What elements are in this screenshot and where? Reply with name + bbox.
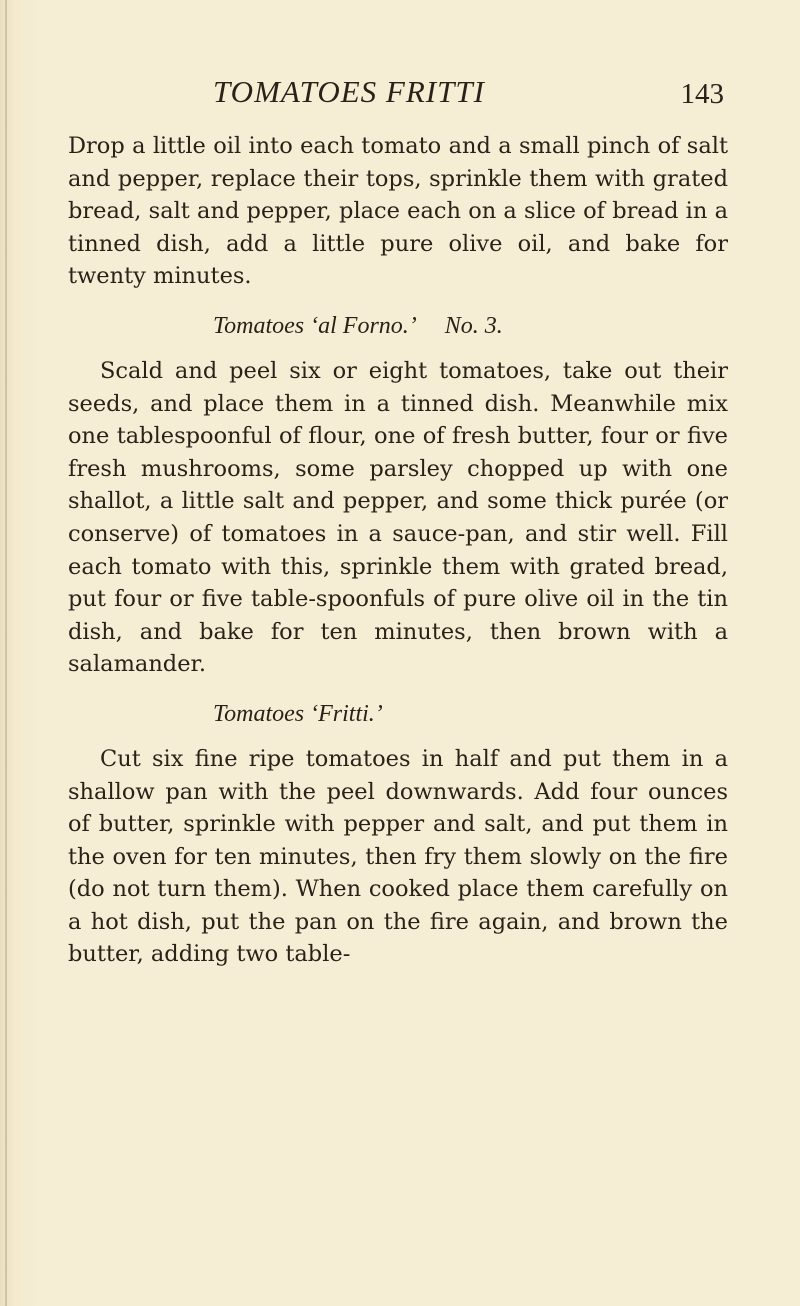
page-number: 143	[680, 78, 724, 110]
recipe-title-al-forno: Tomatoes ‘al Forno.’	[213, 312, 417, 339]
recipe-title-fritti: Tomatoes ‘Fritti.’	[213, 700, 383, 727]
paragraph-fritti: Cut six fine ripe tomatoes in half and put them in a shallow pan with the peel downwards. Add four ounces of butter, sprinkle with pepper and salt, and put them in the oven for ten minutes, then fry them slowly on the fire (do not turn them). When cooked place them carefully on a hot dish, put the pan on the fire again, and brown the butter, adding two table-	[68, 745, 728, 968]
recipe-heading-fritti	[68, 699, 728, 729]
paragraph-al-forno: Scald and peel six or eight tomatoes, take out their seeds, and place them in a tinned dish. Meanwhile mix one tablespoonful of flour, one of fresh butter, four or five fresh mushrooms, some parsley chopped up with one shallot, a little salt and pepper, and some thick purée (or conserve) of tomatoes in a sauce-pan, and stir well. Fill each tomato with this, sprinkle them with grated bread, put four or five table-spoonfuls of pure olive oil in the tin dish, and bake for ten minutes, then brown with a salamander.	[68, 357, 728, 678]
page-text	[68, 130, 728, 971]
page-gutter-edge	[5, 0, 7, 1306]
running-head	[68, 74, 728, 114]
running-title: TOMATOES FRITTI	[213, 74, 485, 109]
recipe-heading-al-forno	[68, 311, 728, 341]
paragraph-continued: Drop a little oil into each tomato and a small pinch of salt and pepper, replace their tops, sprinkle them with grated bread, salt and pepper, place each on a slice of bread in a tinned dish, add a little pure olive oil, and bake for twenty minutes.	[68, 133, 728, 290]
recipe-number: No. 3.	[444, 312, 503, 339]
